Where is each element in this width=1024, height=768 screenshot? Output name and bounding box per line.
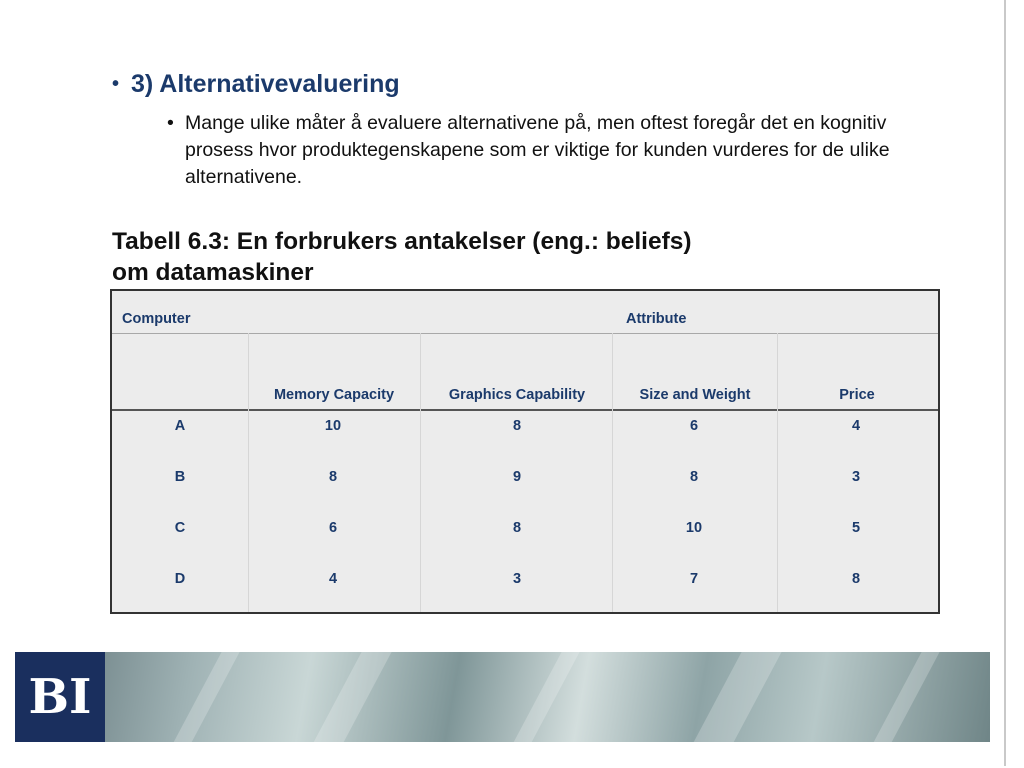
bullet-marker: • xyxy=(112,73,120,95)
row-label: D xyxy=(174,571,186,587)
row-label: C xyxy=(174,520,186,536)
bi-logo xyxy=(15,652,105,742)
column-divider xyxy=(248,333,249,612)
column-header-memory: Memory Capacity xyxy=(273,387,395,403)
group-header-computer: Computer xyxy=(122,311,191,327)
column-divider xyxy=(777,333,778,612)
table-cell: 8 xyxy=(328,469,338,485)
table-title: Tabell 6.3: En forbrukers antakelser (eng.: beliefs) om datamaskiner xyxy=(112,228,692,286)
row-label: B xyxy=(174,469,186,485)
sub-bullet-text: Mange ulike måter å evaluere alternativene på, men oftest foregår det en kognitiv prosess hvor produktegenskapene som er viktige for kunden vurderes for de ulike alternativene. xyxy=(185,112,890,188)
column-header-graphics: Graphics Capability xyxy=(448,387,586,403)
table-cell: 8 xyxy=(512,520,522,536)
table-cell: 8 xyxy=(512,418,522,434)
table-cell: 10 xyxy=(685,520,703,536)
table-cell: 3 xyxy=(512,571,522,587)
table-cell: 9 xyxy=(512,469,522,485)
table-cell: 3 xyxy=(851,469,861,485)
table-cell: 4 xyxy=(328,571,338,587)
table-cell: 6 xyxy=(328,520,338,536)
column-divider xyxy=(612,333,613,612)
sub-bullet xyxy=(167,110,937,191)
table-cell: 5 xyxy=(851,520,861,536)
sub-bullet-marker: • xyxy=(167,112,174,134)
column-divider xyxy=(420,333,421,612)
bullet-heading xyxy=(112,70,400,99)
table-cell: 10 xyxy=(324,418,342,434)
column-header-size: Size and Weight xyxy=(639,387,751,403)
table-cell: 8 xyxy=(689,469,699,485)
row-label: A xyxy=(174,418,186,434)
footer-banner-image xyxy=(15,652,990,742)
table-group-header-row xyxy=(112,291,938,334)
table-cell: 7 xyxy=(689,571,699,587)
column-header-price: Price xyxy=(839,387,875,403)
table-cell: 4 xyxy=(851,418,861,434)
table-cell: 6 xyxy=(689,418,699,434)
table-cell: 8 xyxy=(851,571,861,587)
beliefs-table xyxy=(110,289,940,614)
bi-logo-text: BI xyxy=(28,669,92,725)
bullet-heading-text: 3) Alternativevaluering xyxy=(131,70,400,98)
group-header-attribute: Attribute xyxy=(626,311,687,327)
